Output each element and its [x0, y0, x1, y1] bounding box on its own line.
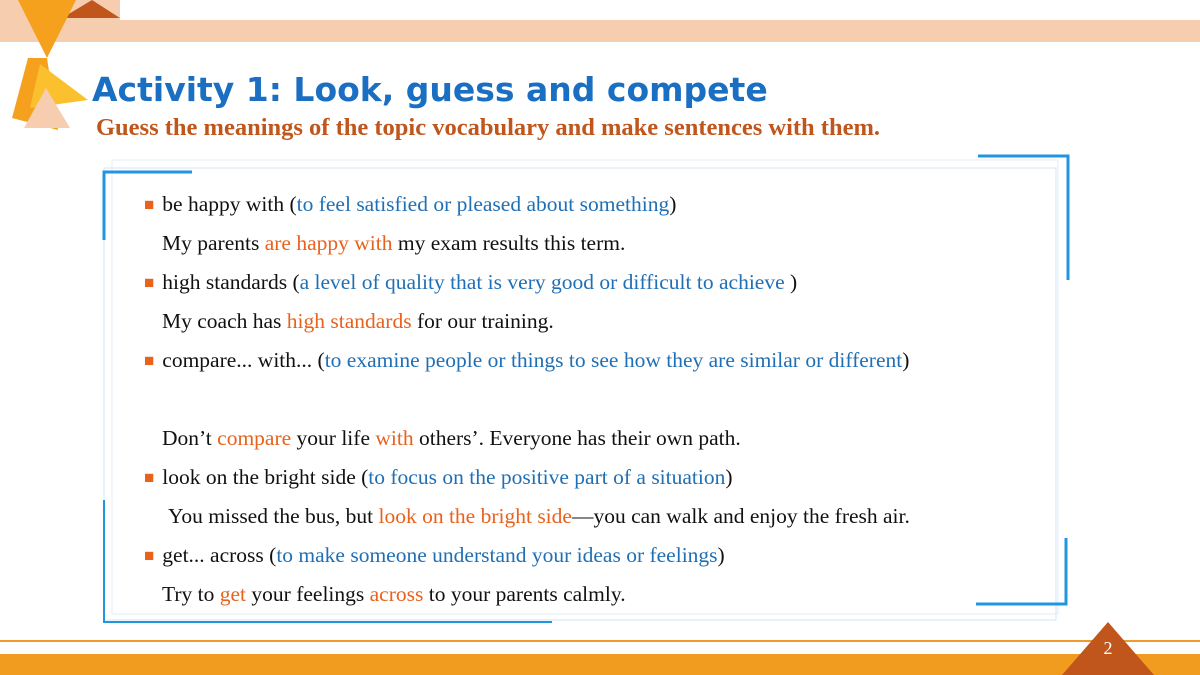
vocab-term-line — [140, 536, 1060, 575]
bottom-thin-line — [0, 640, 1200, 642]
vocab-close: ) — [669, 192, 677, 216]
example-sentence: My parents are happy with my exam results this term. — [162, 231, 626, 255]
highlighted-phrase: high standards — [286, 309, 412, 333]
vocab-term-line — [140, 185, 1060, 224]
highlighted-phrase: are happy with — [264, 231, 393, 255]
vocab-close: ) — [902, 348, 910, 372]
vocab-term: high standards ( — [162, 270, 300, 294]
square-bullet-icon: ■ — [144, 351, 155, 370]
vocab-close: ) — [725, 465, 733, 489]
example-sentence: Try to get your feelings across to your parents calmly. — [162, 582, 626, 606]
highlighted-phrase: look on the bright side — [378, 504, 572, 528]
vocab-term-line — [140, 458, 1060, 497]
vocab-definition: to focus on the positive part of a situation — [368, 465, 726, 489]
vocab-definition: a level of quality that is very good or difficult to achieve — [299, 270, 785, 294]
slide-subtitle: Guess the meanings of the topic vocabulary and make sentences with them. — [96, 114, 880, 141]
example-sentence: You missed the bus, but look on the bright side—you can walk and enjoy the fresh air. — [168, 504, 910, 528]
vocab-term: get... across ( — [162, 543, 277, 567]
vocab-close: ) — [717, 543, 725, 567]
vocab-definition: to make someone understand your ideas or feelings — [276, 543, 718, 567]
vocab-term-line — [140, 341, 1060, 380]
vocabulary-list — [140, 185, 1060, 614]
slide-title: Activity 1: Look, guess and compete — [92, 70, 768, 109]
spacer — [140, 380, 1060, 419]
example-sentence: Don’t compare your life with others’. Everyone has their own path. — [162, 426, 741, 450]
vocab-definition: to examine people or things to see how they are similar or different — [324, 348, 903, 372]
highlighted-phrase: with — [375, 426, 414, 450]
vocab-definition: to feel satisfied or pleased about something — [296, 192, 670, 216]
vocab-term: be happy with ( — [162, 192, 297, 216]
page-number: 2 — [1103, 638, 1113, 658]
square-bullet-icon: ■ — [144, 468, 155, 487]
highlighted-phrase: across — [369, 582, 424, 606]
vocab-term: look on the bright side ( — [162, 465, 369, 489]
highlighted-phrase: compare — [217, 426, 292, 450]
bottom-band — [0, 654, 1200, 675]
square-bullet-icon: ■ — [144, 546, 155, 565]
square-bullet-icon: ■ — [144, 195, 155, 214]
example-sentence: My coach has high standards for our training. — [162, 309, 554, 333]
highlighted-phrase: get — [219, 582, 247, 606]
vocab-close: ) — [784, 270, 798, 294]
square-bullet-icon: ■ — [144, 273, 155, 292]
vocab-term: compare... with... ( — [162, 348, 325, 372]
vocab-term-line — [140, 263, 1060, 302]
